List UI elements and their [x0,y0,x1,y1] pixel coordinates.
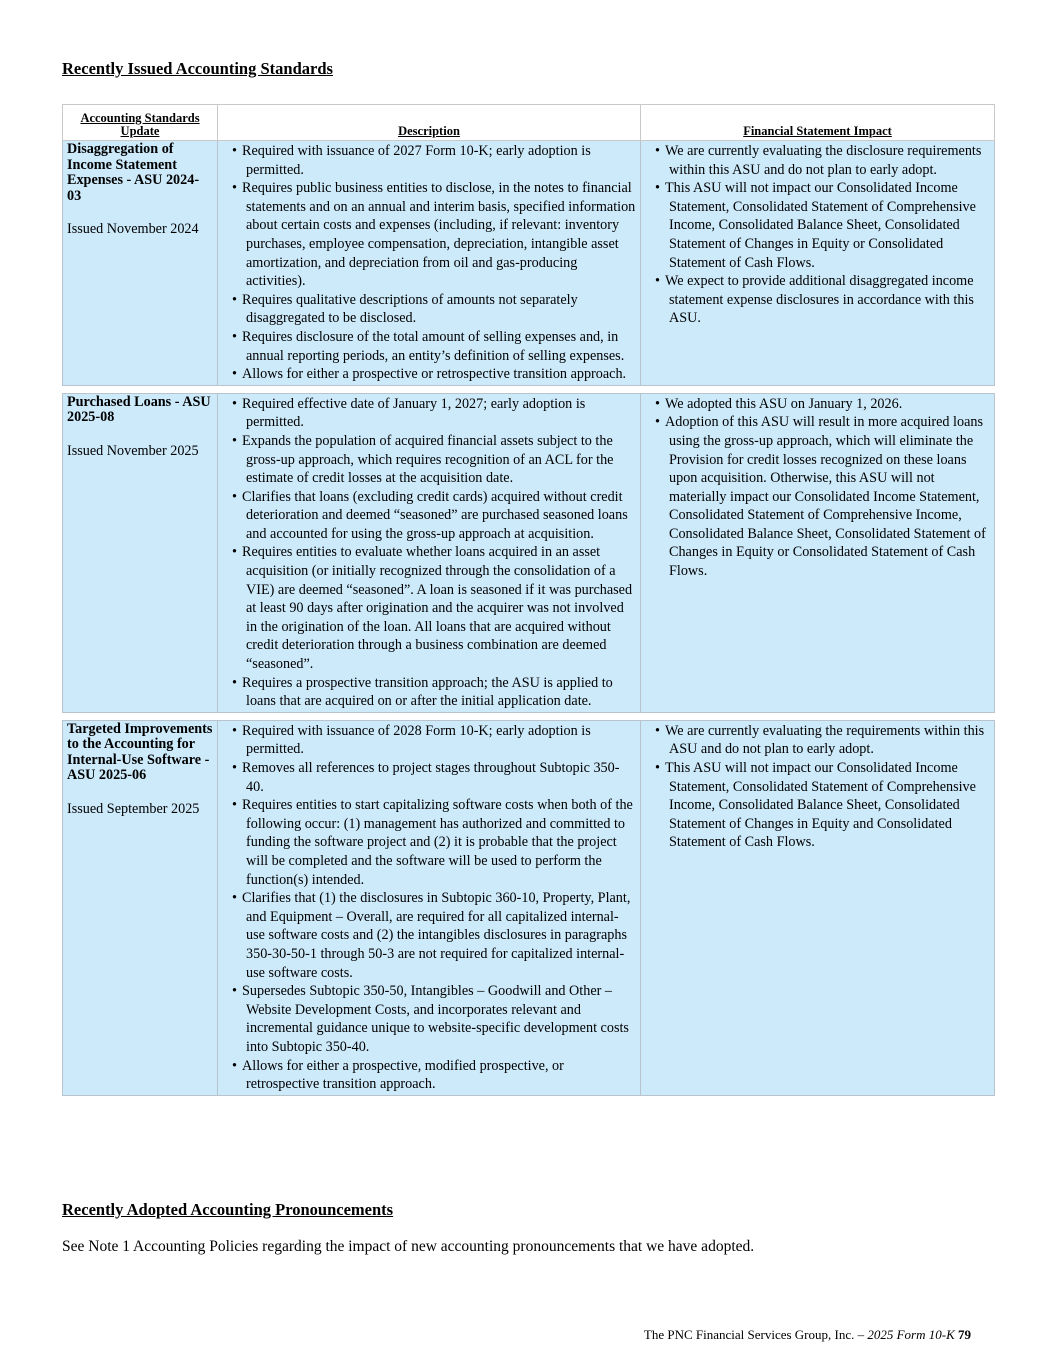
bullet-text: This ASU will not impact our Consolidated Income Statement, Consolidated Statement of Comprehensive Income, Consolidated Balance Sheet, Consolidated Statement of Changes in Equity or Consolidated Statement of Cash Flows. [665,180,976,271]
bullet-item [645,142,990,179]
standard-cell [63,393,218,712]
accounting-standards-table [62,104,995,1096]
bullet-item [222,432,636,488]
bullet-list [222,142,636,384]
bullet-list [222,395,636,711]
bullet-text: Clarifies that loans (excluding credit cards) acquired without credit deterioration and deemed “seasoned” are purchased seasoned loans and accounted for using the gross-up approach at acquisition. [242,488,628,542]
bullet-list [645,395,990,581]
standard-issued-date: Issued November 2024 [67,221,199,237]
bullet-item [222,722,636,759]
header-update: Accounting Standards Update [63,105,218,141]
bullet-list [645,142,990,328]
section-title-issued-standards: Recently Issued Accounting Standards [62,59,333,78]
bullet-text: Clarifies that (1) the disclosures in Subtopic 360-10, Property, Plant, and Equipment – Overall, are required for all capitalized internal-use software costs and (2) the intangibles disclosures in paragraphs 350-30-50-1 through 50-3 are not required for capitalized internal-use software costs. [242,890,631,981]
bullet-item [222,543,636,673]
bullet-item [222,291,636,328]
bullet-text: Expands the population of acquired financial assets subject to the gross-up approach, which requires recognition of an ACL for the estimate of credit losses at the acquisition date. [242,432,614,487]
section-title-adopted-pronouncements: Recently Adopted Accounting Pronouncements [62,1200,394,1219]
bullet-list [645,722,990,852]
standard-issued-date: Issued November 2025 [67,442,199,459]
bullet-text: We adopted this ASU on January 1, 2026. [665,395,903,412]
bullet-item [645,413,990,580]
bullet-text: We are currently evaluating the disclosure requirements within this ASU and do not plan to early adopt. [665,143,982,178]
adopted-pronouncements-text: See Note 1 Accounting Policies regarding the impact of new accounting pronouncements that we have adopted. [62,1238,755,1255]
bullet-text: Requires disclosure of the total amount of selling expenses and, in annual reporting periods, an entity’s definition of selling expenses. [242,328,625,364]
bullet-item [222,179,636,291]
bullet-text: Requires qualitative descriptions of amounts not separately disaggregated to be disclosed. [242,291,578,327]
header-impact: Financial Statement Impact [641,105,995,141]
bullet-text: Requires a prospective transition approach; the ASU is applied to loans that are acquired on or after the initial application date. [242,674,613,710]
footer-page-number: 79 [958,1327,971,1342]
bullet-item [222,395,636,432]
description-cell [218,393,641,712]
page-footer [644,1327,971,1343]
impact-cell [641,720,995,1095]
row-spacer [63,385,995,393]
description-cell [218,720,641,1095]
bullet-item [645,722,990,759]
bullet-text: Requires public business entities to disclose, in the notes to financial statements and on an annual and interim basis, specified information about certain costs and expenses (including, if relevant: inventory purchases, employee compensation, depreciation, intangible asset amortization, and depreciation from oil and gas-producing activities). [242,180,636,290]
table-row [63,141,995,386]
table-row [63,393,995,712]
bullet-text: This ASU will not impact our Consolidated Income Statement, Consolidated Statement of Comprehensive Income, Consolidated Balance Sheet, Consolidated Statement of Changes in Equity and Consolidated Statement of Cash Flows. [665,760,976,851]
bullet-text: Allows for either a prospective or retrospective transition approach. [242,366,627,383]
standard-name: Targeted Improvements to the Accounting for Internal-Use Software - ASU 2025-06 [67,720,213,784]
table-header-row [63,105,995,141]
bullet-text: Required effective date of January 1, 2027; early adoption is permitted. [242,395,586,431]
bullet-item [222,1057,636,1094]
bullet-item [645,272,990,328]
bullet-item [222,889,636,982]
bullet-item [222,365,636,384]
bullet-item [222,328,636,365]
row-spacer [63,712,995,720]
bullet-item [645,759,990,852]
impact-cell [641,141,995,386]
standard-name: Disaggregation of Income Statement Expenses - ASU 2024-03 [67,141,200,204]
bullet-text: Removes all references to project stages throughout Subtopic 350-40. [242,760,620,795]
bullet-item [222,982,636,1056]
bullet-text: Adoption of this ASU will result in more acquired loans using the gross-up approach, which will eliminate the Provision for credit losses recognized on these loans upon acquisition. Otherwise, this ASU will not materially impact our Consolidated Income Statement, Consolidated Statement of Comprehensive Income, Consolidated Balance Sheet, Consolidated Statement of Changes in Equity or Consolidated Statement of Cash Flows. [665,414,986,580]
standard-name: Purchased Loans - ASU 2025-08 [67,393,211,426]
bullet-item [222,759,636,796]
bullet-text: Requires entities to start capitalizing software costs when both of the following occur: (1) management has authorized and committed to funding the software project and (2) it is probable that the project will be completed and the software will be used to perform the function(s) intended. [242,797,633,888]
bullet-item [222,796,636,889]
table-row [63,720,995,1095]
impact-cell [641,393,995,712]
bullet-text: Required with issuance of 2027 Form 10-K; early adoption is permitted. [242,143,591,178]
bullet-item [222,674,636,711]
bullet-text: Required with issuance of 2028 Form 10-K; early adoption is permitted. [242,722,591,758]
standard-issued-date: Issued September 2025 [67,800,200,817]
footer-form: 2025 Form 10-K [867,1327,955,1342]
standard-cell [63,141,218,386]
bullet-text: Supersedes Subtopic 350-50, Intangibles – Goodwill and Other – Website Development Costs, and incorporates relevant and incremental guidance unique to website-specific development costs into Subtopic 350-40. [242,983,629,1055]
standard-cell [63,720,218,1095]
bullet-text: We expect to provide additional disaggregated income statement expense disclosures in accordance with this ASU. [665,273,974,327]
description-cell [218,141,641,386]
bullet-item [222,142,636,179]
bullet-text: Allows for either a prospective, modified prospective, or retrospective transition approach. [242,1057,564,1093]
footer-company: The PNC Financial Services Group, Inc. – [643,1327,865,1342]
header-description: Description [218,105,641,141]
bullet-text: Requires entities to evaluate whether loans acquired in an asset acquisition (or initially recognized through the consolidation of a VIE) are deemed “seasoned”. A loan is seasoned if it was purchased at least 90 days after origination and the acquirer was not involved in the origination of the loan. All loans that are acquired without credit deterioration through a business combination are deemed “seasoned”. [242,544,633,673]
bullet-text: We are currently evaluating the requirements within this ASU and do not plan to early adopt. [665,722,985,758]
bullet-item [222,488,636,544]
bullet-item [645,395,990,414]
bullet-item [645,179,990,272]
bullet-list [222,722,636,1094]
